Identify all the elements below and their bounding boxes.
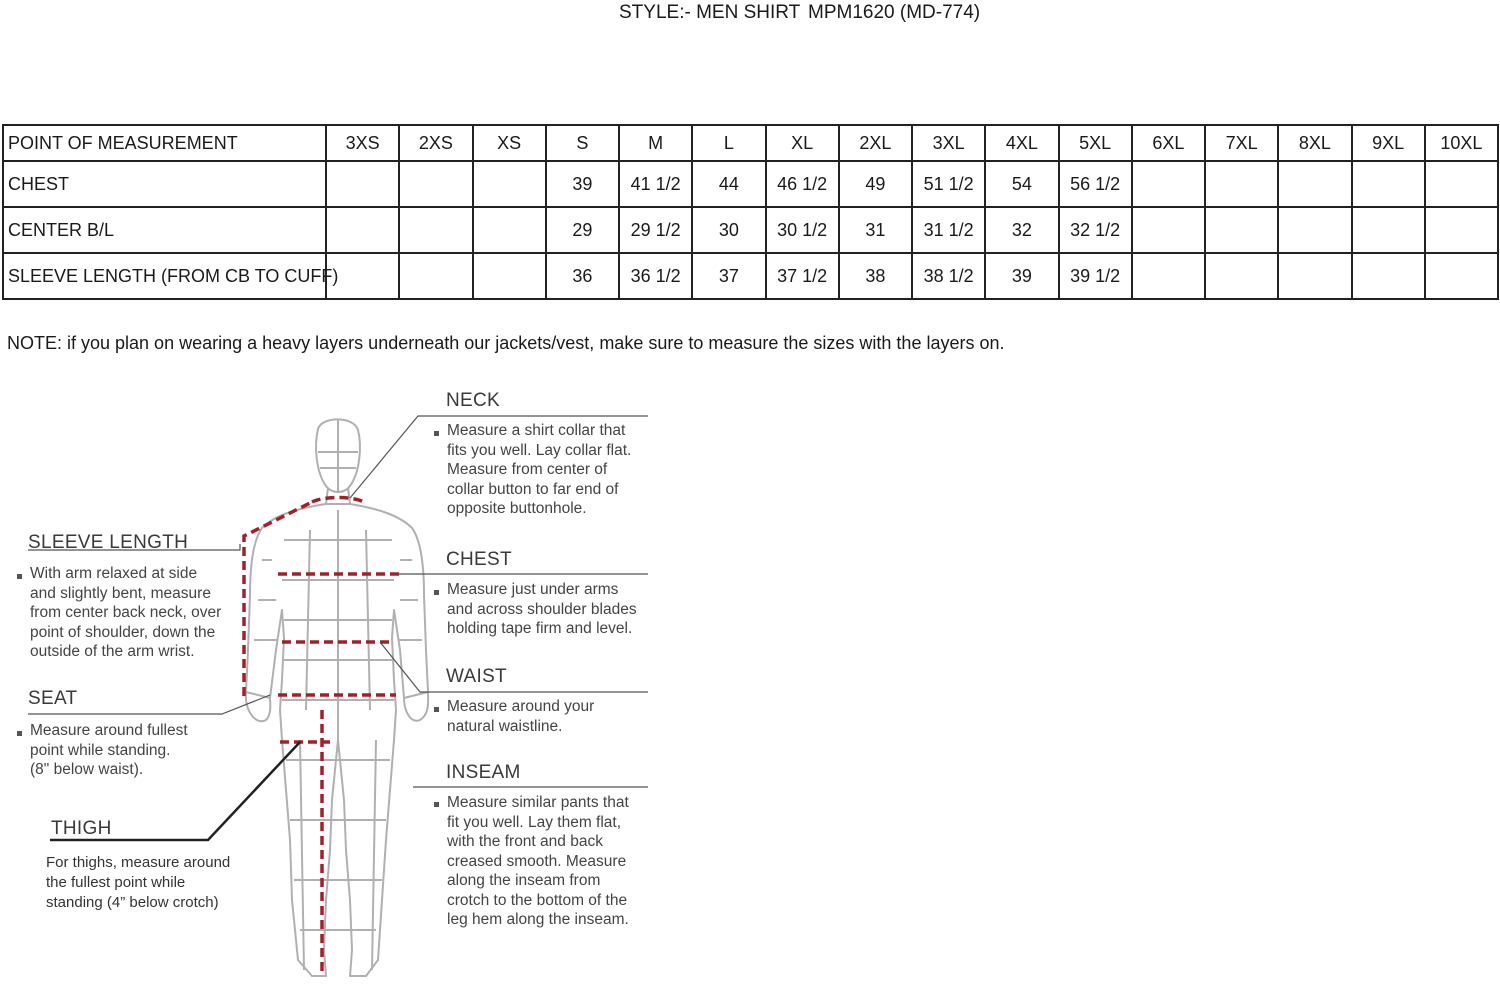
bullet-icon: [17, 731, 22, 736]
table-cell: [1278, 161, 1351, 207]
table-cell: [473, 161, 546, 207]
table-cell: CHEST: [3, 161, 326, 207]
table-cell: [326, 161, 399, 207]
table-cell: 31 1/2: [912, 207, 985, 253]
inseam-instructions: Measure similar pants that fit you well. Lay them flat, with the front and back creased smooth. Measure along the inseam from crotch to the bottom of the leg hem along the inseam.: [447, 794, 629, 928]
bullet-icon: [434, 707, 439, 712]
column-header: 3XS: [326, 125, 399, 161]
table-cell: [473, 253, 546, 299]
bullet-icon: [17, 574, 22, 579]
table-cell: [399, 207, 472, 253]
column-header: 4XL: [985, 125, 1058, 161]
table-cell: [1132, 253, 1205, 299]
table-cell: 29 1/2: [619, 207, 692, 253]
table-cell: [1278, 253, 1351, 299]
table-cell: [399, 253, 472, 299]
table-row: [3, 161, 1498, 207]
style-label: STYLE:- MEN SHIRT: [619, 2, 801, 23]
thigh-heading: THIGH: [51, 818, 112, 839]
inseam-heading: INSEAM: [446, 762, 521, 783]
table-cell: SLEEVE LENGTH (FROM CB TO CUFF): [3, 253, 326, 299]
table-cell: 54: [985, 161, 1058, 207]
size-chart-table: [2, 124, 1499, 300]
table-cell: 32: [985, 207, 1058, 253]
table-cell: [473, 207, 546, 253]
table-cell: [1425, 207, 1498, 253]
column-header: 6XL: [1132, 125, 1205, 161]
column-header: 2XS: [399, 125, 472, 161]
chest-instructions: Measure just under arms and across shoulder blades holding tape firm and level.: [447, 581, 637, 637]
table-cell: 38: [839, 253, 912, 299]
column-header: 9XL: [1352, 125, 1425, 161]
table-cell: [1425, 253, 1498, 299]
seat-heading: SEAT: [28, 688, 78, 709]
table-cell: [1352, 207, 1425, 253]
column-header: 10XL: [1425, 125, 1498, 161]
column-header: POINT OF MEASUREMENT: [3, 125, 326, 161]
table-cell: [1425, 161, 1498, 207]
neck-instructions: Measure a shirt collar that fits you well. Lay collar flat. Measure from center of collar button to far end of opposite buttonhole.: [447, 422, 632, 517]
table-cell: [1132, 207, 1205, 253]
table-header-row: [3, 125, 1498, 161]
table-cell: [326, 207, 399, 253]
table-cell: 29: [546, 207, 619, 253]
chest-heading: CHEST: [446, 549, 512, 570]
column-header: 3XL: [912, 125, 985, 161]
table-cell: CENTER B/L: [3, 207, 326, 253]
column-header: 7XL: [1205, 125, 1278, 161]
table-cell: 30: [692, 207, 765, 253]
sleeve-length-heading: SLEEVE LENGTH: [28, 532, 189, 553]
measurement-guide: [0, 380, 700, 995]
table-cell: 39 1/2: [1059, 253, 1132, 299]
table-cell: 36 1/2: [619, 253, 692, 299]
table-cell: 31: [839, 207, 912, 253]
table-cell: 46 1/2: [766, 161, 839, 207]
column-header: L: [692, 125, 765, 161]
column-header: 8XL: [1278, 125, 1351, 161]
table-cell: 56 1/2: [1059, 161, 1132, 207]
sleeve-length-instructions: With arm relaxed at side and slightly bent, measure from center back neck, over point of shoulder, down the outside of the arm wrist.: [30, 565, 222, 660]
page-title: [0, 2, 1500, 26]
column-header: M: [619, 125, 692, 161]
column-header: 5XL: [1059, 125, 1132, 161]
column-header: 2XL: [839, 125, 912, 161]
table-row: [3, 207, 1498, 253]
bullet-icon: [434, 590, 439, 595]
table-cell: 39: [985, 253, 1058, 299]
bullet-icon: [434, 802, 439, 807]
table-cell: 39: [546, 161, 619, 207]
neck-heading: NECK: [446, 390, 500, 411]
table-cell: [1278, 207, 1351, 253]
table-cell: [1352, 161, 1425, 207]
table-cell: 37 1/2: [766, 253, 839, 299]
table-cell: 37: [692, 253, 765, 299]
table-cell: [1132, 161, 1205, 207]
table-cell: [1205, 161, 1278, 207]
table-cell: 44: [692, 161, 765, 207]
thigh-instructions: For thighs, measure around the fullest point while standing (4” below crotch): [46, 854, 231, 911]
table-row: [3, 253, 1498, 299]
bullet-icon: [434, 431, 439, 436]
table-cell: [1205, 207, 1278, 253]
waist-instructions: Measure around your natural waistline.: [447, 698, 595, 735]
table-cell: [1352, 253, 1425, 299]
table-cell: 36: [546, 253, 619, 299]
table-cell: [1205, 253, 1278, 299]
column-header: XS: [473, 125, 546, 161]
table-cell: 38 1/2: [912, 253, 985, 299]
table-cell: 41 1/2: [619, 161, 692, 207]
style-code: MPM1620 (MD-774): [808, 2, 981, 23]
table-cell: 32 1/2: [1059, 207, 1132, 253]
seat-instructions: Measure around fullest point while standing. (8" below waist).: [30, 722, 188, 778]
layering-note: NOTE: if you plan on wearing a heavy layers underneath our jackets/vest, make sure to measure the sizes with the layers on.: [7, 333, 1005, 353]
table-cell: 49: [839, 161, 912, 207]
table-cell: 51 1/2: [912, 161, 985, 207]
column-header: S: [546, 125, 619, 161]
table-cell: 30 1/2: [766, 207, 839, 253]
waist-heading: WAIST: [446, 666, 507, 687]
column-header: XL: [766, 125, 839, 161]
table-cell: [399, 161, 472, 207]
